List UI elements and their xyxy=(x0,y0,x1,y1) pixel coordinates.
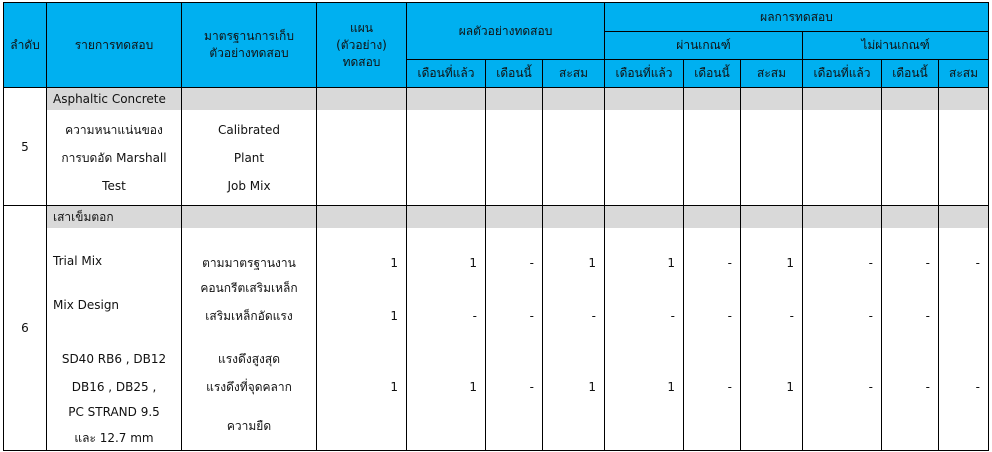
empty-cell xyxy=(605,88,684,206)
pass-value: 1 xyxy=(786,256,795,270)
header-pass-prev-month: เดือนที่แล้ว xyxy=(605,60,684,88)
standard-line: คอนกรีตเสริมเหล็ก xyxy=(200,281,298,295)
fail-value: - xyxy=(868,380,874,394)
sample-value: - xyxy=(472,309,477,323)
header-samples-cumulative: สะสม xyxy=(543,60,605,88)
seq-cell: 6 xyxy=(4,206,47,451)
table-row xyxy=(4,206,989,451)
empty-cell xyxy=(939,88,989,206)
pass-value: - xyxy=(727,380,733,394)
section-title: เสาเข็มตอก xyxy=(47,206,181,228)
value-cell xyxy=(741,206,803,451)
sample-value: - xyxy=(591,309,597,323)
sample-value: 1 xyxy=(588,380,597,394)
fail-value: - xyxy=(925,380,931,394)
item-line: SD40 RB6 , DB12 xyxy=(61,352,167,366)
header-pass: ผ่านเกณฑ์ xyxy=(605,32,803,60)
fail-value: - xyxy=(975,256,981,270)
header-pass-cumulative: สะสม xyxy=(741,60,803,88)
pass-value: - xyxy=(727,256,733,270)
item-line: และ 12.7 mm xyxy=(74,431,154,445)
item-line: PC STRAND 9.5 xyxy=(68,405,160,419)
value-cell xyxy=(882,206,939,451)
seq-cell: 5 xyxy=(4,88,47,206)
header-item: รายการทดสอบ xyxy=(47,3,182,88)
sample-value: 1 xyxy=(469,380,477,394)
standard-line: ตามมาตรฐานงาน xyxy=(202,256,296,270)
sample-value: 1 xyxy=(588,256,597,270)
value-cell xyxy=(605,206,684,451)
fail-value: - xyxy=(868,256,874,270)
header-fail-this-month: เดือนนี้ xyxy=(882,60,939,88)
header-results: ผลการทดสอบ xyxy=(605,3,989,32)
plan-value: 1 xyxy=(390,380,398,394)
standard-line: ความยืด xyxy=(226,419,272,433)
item-line: DB16 , DB25 , xyxy=(71,380,157,394)
header-fail: ไม่ผ่านเกณฑ์ xyxy=(803,32,989,60)
test-results-table xyxy=(3,2,989,451)
value-cell xyxy=(407,206,486,451)
pass-value: 1 xyxy=(786,380,795,394)
section-title: Asphaltic Concrete xyxy=(47,88,181,110)
empty-cell xyxy=(317,88,407,206)
standard-line: Job Mix xyxy=(227,179,271,193)
item-line: Test xyxy=(102,179,126,193)
header-plan: แผน (ตัวอย่าง) ทดสอบ xyxy=(317,3,407,88)
value-cell xyxy=(543,206,605,451)
plan-value: 1 xyxy=(390,256,398,270)
header-standard: มาตรฐานการเก็บ ตัวอย่างทดสอบ xyxy=(182,3,317,88)
empty-cell xyxy=(486,88,543,206)
header-fail-prev-month: เดือนที่แล้ว xyxy=(803,60,882,88)
value-cell xyxy=(486,206,543,451)
fail-value: - xyxy=(975,380,981,394)
value-cell xyxy=(317,206,407,451)
table-row xyxy=(4,88,989,206)
item-cell xyxy=(47,206,182,451)
item-line: Trial Mix xyxy=(53,254,103,268)
pass-value: - xyxy=(670,309,676,323)
empty-cell xyxy=(543,88,605,206)
empty-cell xyxy=(407,88,486,206)
standard-line: Plant xyxy=(233,151,265,165)
header-fail-cumulative: สะสม xyxy=(939,60,989,88)
standard-cell xyxy=(182,206,317,451)
sample-value: - xyxy=(529,380,534,394)
pass-value: - xyxy=(789,309,795,323)
pass-value: 1 xyxy=(667,380,676,394)
item-line: การบดอัด Marshall xyxy=(61,151,167,165)
value-cell xyxy=(684,206,741,451)
sample-value: - xyxy=(529,309,534,323)
standard-line: แรงดึงสูงสุด xyxy=(218,352,280,366)
header-pass-this-month: เดือนนี้ xyxy=(684,60,741,88)
empty-cell xyxy=(803,88,882,206)
standard-line: เสริมเหล็กอัดแรง xyxy=(205,309,293,323)
fail-value: - xyxy=(868,309,874,323)
fail-value: - xyxy=(925,309,931,323)
item-cell xyxy=(47,88,182,206)
empty-cell xyxy=(684,88,741,206)
value-cell xyxy=(939,206,989,451)
sample-value: 1 xyxy=(469,256,477,270)
header-samples-this-month: เดือนนี้ xyxy=(486,60,543,88)
header-seq: ลำดับ xyxy=(4,3,47,88)
plan-value: 1 xyxy=(390,309,398,323)
standard-line: แรงดึงที่จุดคลาก xyxy=(206,380,292,394)
item-line: Mix Design xyxy=(53,298,120,312)
fail-value: - xyxy=(925,256,931,270)
value-cell xyxy=(803,206,882,451)
empty-cell xyxy=(741,88,803,206)
standard-cell xyxy=(182,88,317,206)
standard-line: Calibrated xyxy=(217,123,280,137)
item-line: ความหนาแน่นของ xyxy=(65,123,163,137)
pass-value: 1 xyxy=(667,256,676,270)
pass-value: - xyxy=(727,309,733,323)
sample-value: - xyxy=(529,256,534,270)
header-samples-prev-month: เดือนที่แล้ว xyxy=(407,60,486,88)
empty-cell xyxy=(882,88,939,206)
header-samples: ผลตัวอย่างทดสอบ xyxy=(407,3,605,60)
